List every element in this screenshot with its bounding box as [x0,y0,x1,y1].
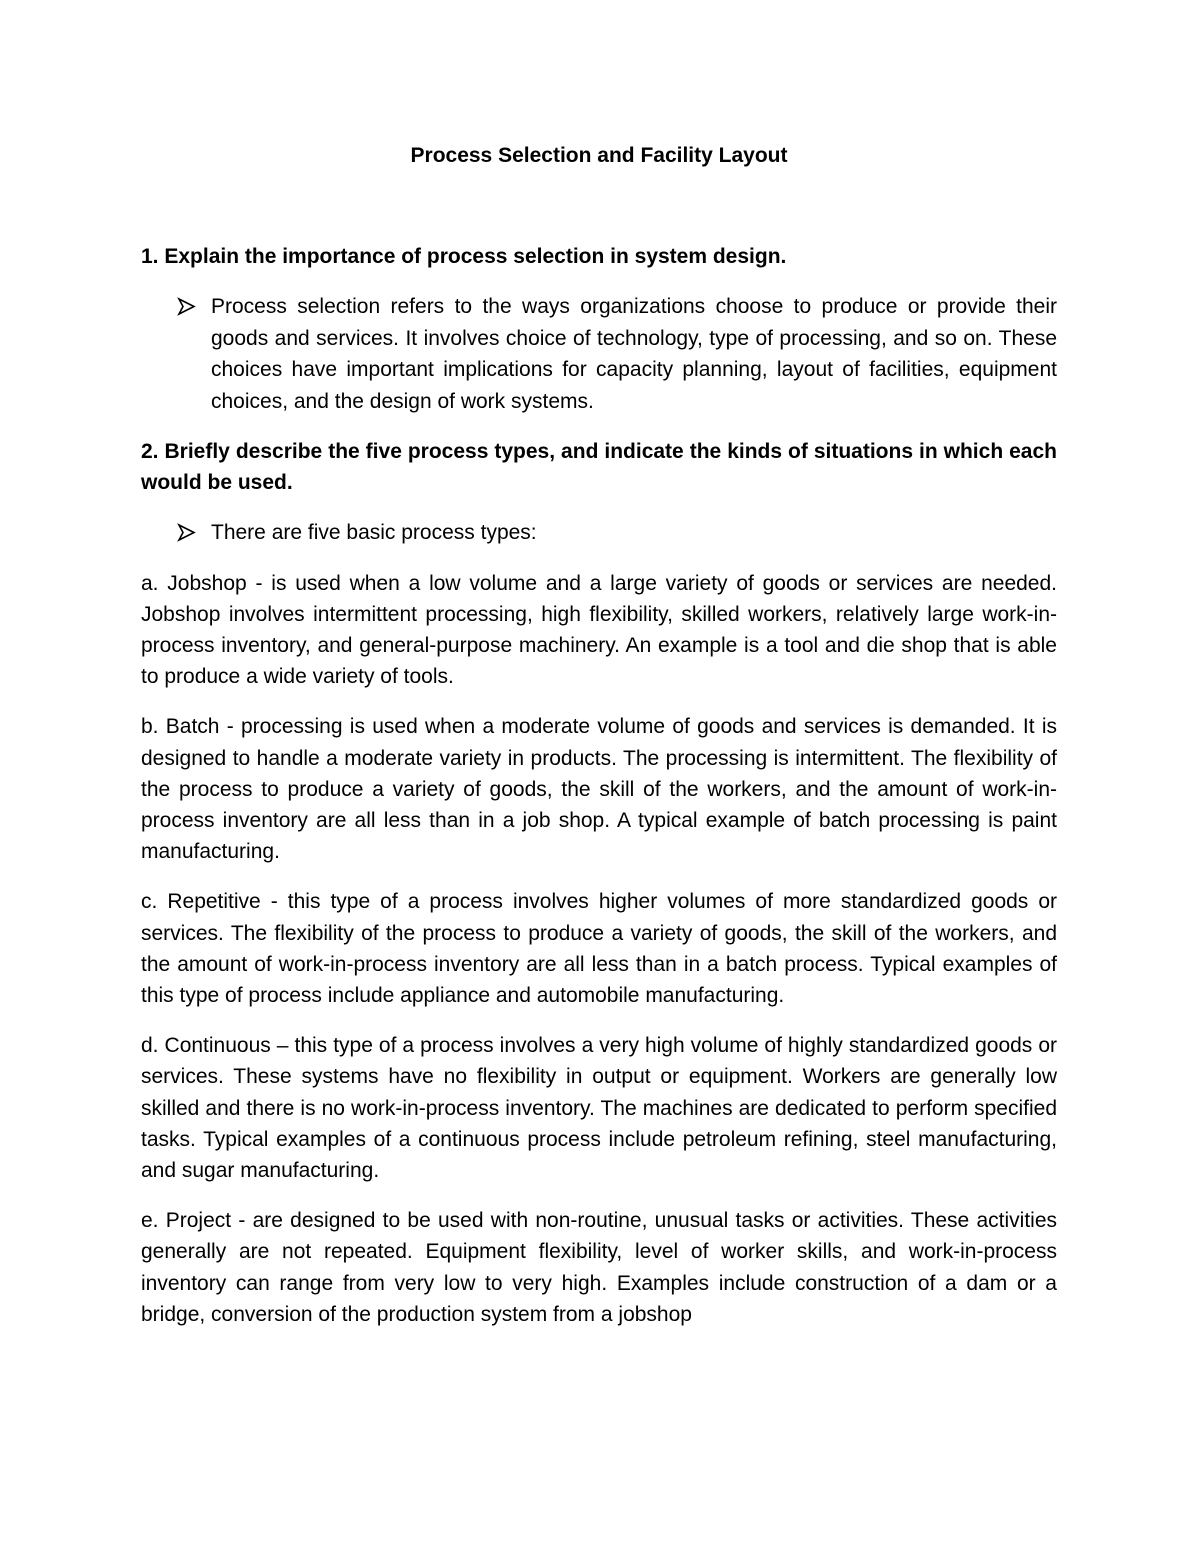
process-type-repetitive: c. Repetitive - this type of a process involves higher volumes of more standardized goods or services. The flexibility of the process to produce a variety of goods, the skill of the workers, and the amount of work-in-process inventory are all less than in a batch process. Typical examples of this type of process include appliance and automobile manufacturing. [141,890,1057,1007]
process-type-continuous: d. Continuous – this type of a process involves a very high volume of highly standardized goods or services. These systems have no flexibility in output or equipment. Workers are generally low skilled and there is no work-in-process inventory. The machines are dedicated to perform specified tasks. Typical examples of a continuous process include petroleum refining, steel manufacturing, and sugar manufacturing. [141,1034,1057,1182]
answer-1-bullet [141,291,1057,417]
process-type-batch: b. Batch - processing is used when a moderate volume of goods and services is demanded. It is designed to handle a moderate variety in products. The processing is intermittent. The flexibility of the process to produce a variety of goods, the skill of the workers, and the amount of work-in-process inventory are all less than in a job shop. A typical example of batch processing is paint manufacturing. [141,715,1057,864]
process-type-project: e. Project - are designed to be used with non-routine, unusual tasks or activities. These activities generally are not repeated. Equipment flexibility, level of worker skills, and work-in-process inventory can range from very low to very high. Examples include construction of a dam or a bridge, conversion of the production system from a jobshop [141,1209,1057,1326]
page-title: Process Selection and Facility Layout [410,144,788,167]
process-type-jobshop: a. Jobshop - is used when a low volume and a large variety of goods or services are needed. Jobshop involves intermittent processing, high flexibility, skilled workers, relatively large work-in-process inventory, and general-purpose machinery. An example is a tool and die shop that is able to produce a wide variety of tools. [141,571,1057,689]
document-body [141,140,1057,1349]
arrowhead-bullet-icon [177,291,197,322]
answer-1-text: Process selection refers to the ways organizations choose to produce or provide their goods and services. It involves choice of technology, type of processing, and so on. These choices have important implications for capacity planning, layout of facilities, equipment choices, and the design of work systems. [211,295,1057,413]
arrowhead-bullet-icon [177,517,197,548]
question-1: 1. Explain the importance of process selection in system design. [141,245,787,268]
question-2: 2. Briefly describe the five process types, and indicate the kinds of situations in which each would be used. [141,440,1057,494]
answer-2-intro: There are five basic process types: [211,521,537,544]
answer-2-bullet [141,517,1057,549]
